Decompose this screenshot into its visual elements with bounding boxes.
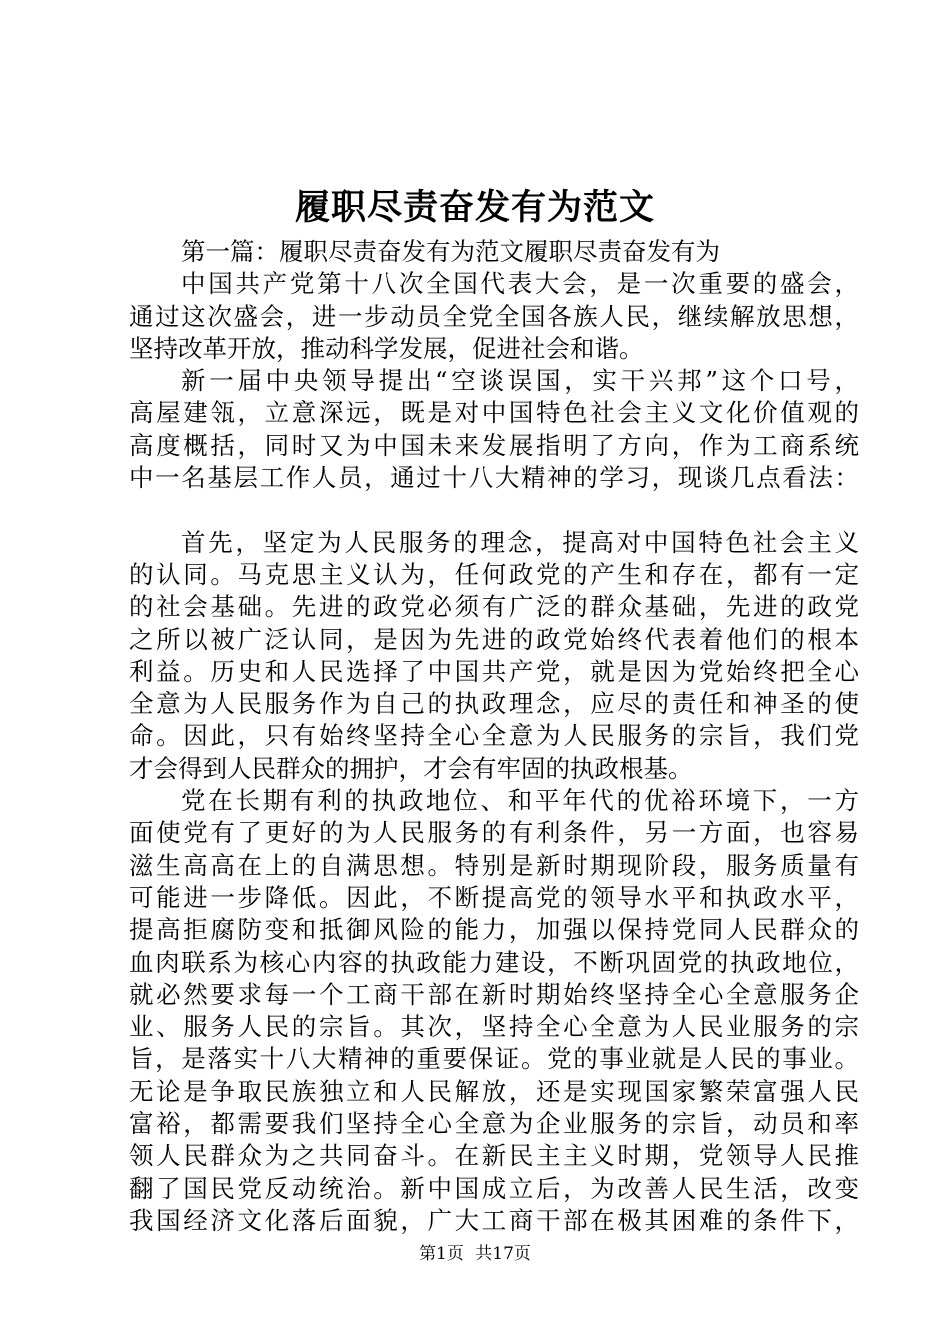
document-title: 履职尽责奋发有为范文 bbox=[294, 187, 655, 228]
blank-line bbox=[129, 494, 859, 526]
paragraph-line: 我国经济文化落后面貌，广大工商干部在极其困难的条件下， bbox=[129, 1205, 859, 1235]
paragraph-line: 可能进一步降低。因此，不断提高党的领导水平和执政水平， bbox=[129, 882, 859, 912]
paragraph-line: 滋生高高在上的自满思想。特别是新时期现阶段，服务质量有 bbox=[129, 850, 859, 880]
paragraph-line: 业、服务人民的宗旨。其次，坚持全心全意为人民业服务的宗 bbox=[129, 1012, 859, 1042]
paragraph-line: 党在长期有利的执政地位、和平年代的优裕环境下，一方 bbox=[181, 786, 859, 816]
paragraph-line: 中一名基层工作人员，通过十八大精神的学习，现谈几点看法： bbox=[129, 463, 859, 493]
paragraph-line: 新一届中央领导提出“空谈误国，实干兴邦”这个口号， bbox=[181, 366, 859, 396]
page-number: 第1页 bbox=[419, 1244, 464, 1264]
paragraph-line: 第一篇：履职尽责奋发有为范文履职尽责奋发有为 bbox=[181, 237, 720, 266]
paragraph-line: 利益。历史和人民选择了中国共产党，就是因为党始终把全心 bbox=[129, 656, 859, 686]
paragraph-line: 面使党有了更好的为人民服务的有利条件，另一方面，也容易 bbox=[129, 818, 859, 848]
paragraph-line: 无论是争取民族独立和人民解放，还是实现国家繁荣富强人民 bbox=[129, 1076, 859, 1106]
paragraph-line: 领人民群众为之共同奋斗。在新民主主义时期，党领导人民推 bbox=[129, 1141, 859, 1171]
paragraph-line: 中国共产党第十八次全国代表大会，是一次重要的盛会， bbox=[181, 269, 859, 299]
document-body bbox=[129, 236, 859, 1237]
paragraph-line: 命。因此，只有始终坚持全心全意为人民服务的宗旨，我们党 bbox=[129, 721, 859, 751]
paragraph-line: 翻了国民党反动统治。新中国成立后，为改善人民生活，改变 bbox=[129, 1173, 859, 1203]
paragraph-line: 高度概括，同时又为中国未来发展指明了方向，作为工商系统 bbox=[129, 430, 859, 460]
paragraph-line: 旨，是落实十八大精神的重要保证。党的事业就是人民的事业。 bbox=[129, 1044, 859, 1074]
paragraph-line: 才会得到人民群众的拥护，才会有牢固的执政根基。 bbox=[129, 753, 693, 783]
paragraph-line: 全意为人民服务作为自己的执政理念，应尽的责任和神圣的使 bbox=[129, 689, 859, 719]
paragraph-line: 高屋建瓴，立意深远，既是对中国特色社会主义文化价值观的 bbox=[129, 398, 859, 428]
paragraph-line: 的社会基础。先进的政党必须有广泛的群众基础，先进的政党 bbox=[129, 592, 859, 622]
page-footer bbox=[0, 1242, 950, 1266]
paragraph-line: 首先，坚定为人民服务的理念，提高对中国特色社会主义 bbox=[181, 527, 859, 557]
paragraph-line: 血肉联系为核心内容的执政能力建设，不断巩固党的执政地位， bbox=[129, 947, 859, 977]
paragraph-line: 坚持改革开放，推动科学发展，促进社会和谐。 bbox=[129, 333, 644, 363]
paragraph-line: 的认同。马克思主义认为，任何政党的产生和存在，都有一定 bbox=[129, 559, 859, 589]
paragraph-line: 之所以被广泛认同，是因为先进的政党始终代表着他们的根本 bbox=[129, 624, 859, 654]
page-total: 共17页 bbox=[475, 1244, 531, 1264]
paragraph-line: 提高拒腐防变和抵御风险的能力，加强以保持党同人民群众的 bbox=[129, 915, 859, 945]
paragraph-line: 通过这次盛会，进一步动员全党全国各族人民，继续解放思想， bbox=[129, 301, 859, 331]
paragraph-line: 就必然要求每一个工商干部在新时期始终坚持全心全意服务企 bbox=[129, 979, 859, 1009]
paragraph-line: 富裕，都需要我们坚持全心全意为企业服务的宗旨，动员和率 bbox=[129, 1109, 859, 1139]
